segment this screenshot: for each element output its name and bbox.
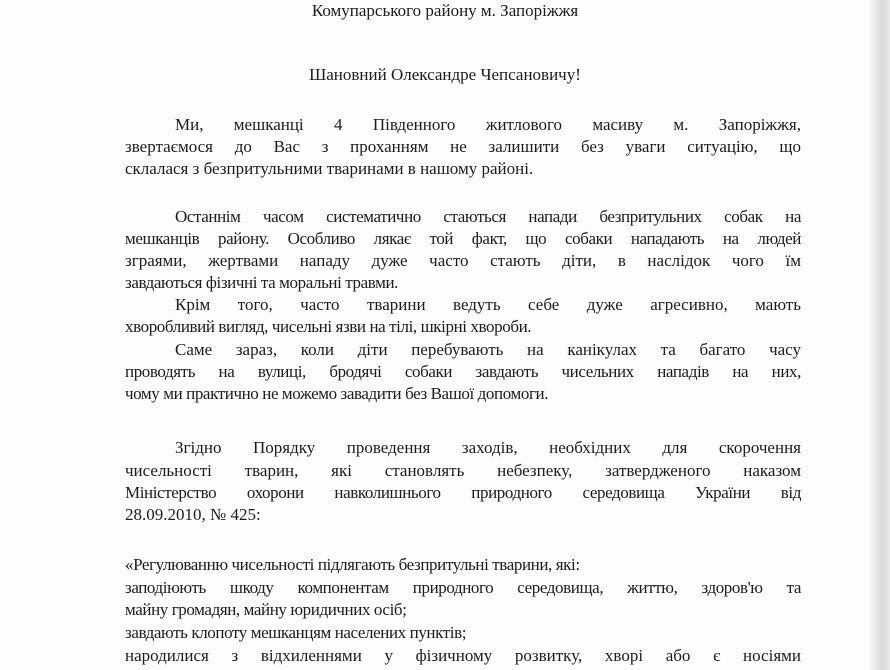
paragraph-line: Крім того, часто тварини ведуть себе дуже агресивно, мають — [175, 295, 801, 314]
paragraph-line: чому ми практично не можемо завадити без Вашої допомоги. — [125, 384, 549, 403]
paragraph-line: чисельності тварин, які становлять небезпеку, затвердженого наказом — [125, 461, 801, 480]
quote-line: народилися з відхиленнями у фізичному розвитку, хворі або є носіями — [125, 646, 801, 665]
addressee-line: Комупарського району м. Запоріжжя — [311, 1, 579, 20]
scan-edge-shadow — [868, 0, 890, 670]
paragraph-line: склалася з безпритульними тваринами в нашому районі. — [125, 159, 534, 178]
quote-line: «Регулюванню чисельності підлягають безпритульні тварини, які: — [125, 555, 580, 574]
quote-line: майну громадян, майну юридичних осіб; — [125, 600, 407, 619]
paragraph-line: мешканців району. Особливо лякає той факт, що собаки нападають на людей — [125, 229, 801, 248]
paragraph-line: завдаються фізичні та моральні травми. — [125, 273, 399, 292]
paragraph-line: Саме зараз, коли діти перебувають на канікулах та багато часу — [175, 340, 801, 359]
paragraph-line: Згідно Порядку проведення заходів, необхідних для скорочення — [175, 438, 801, 457]
paragraph-line: зграями, жертвами нападу дуже часто стають діти, в наслідок чого їм — [125, 251, 801, 270]
paragraph-line: Міністерство охорони навколишнього природного середовища України від — [125, 483, 801, 502]
paragraph-line: звертаємося до Вас з проханням не залишити без уваги ситуацію, що — [125, 137, 801, 156]
paragraph-line: Ми, мешканці 4 Південного житлового масиву м. Запоріжжя, — [175, 115, 801, 134]
paragraph-line: Останнім часом систематично стаються напади безпритульних собак на — [175, 207, 801, 226]
quote-line: заподіюють шкоду компонентам природного середовища, життю, здоров'ю та — [125, 578, 801, 597]
paragraph-line: хворобливий вигляд, чисельні язви на тілі, шкірні хвороби. — [125, 317, 532, 336]
paragraph-line: 28.09.2010, № 425: — [125, 505, 261, 524]
greeting: Шановний Олександре Чепсановичу! — [309, 65, 581, 84]
quote-line: завдають клопоту мешканцям населених пунктів; — [125, 623, 467, 642]
paragraph-line: проводять на вулиці, бродячі собаки завдають чисельних нападів на них, — [125, 362, 801, 381]
